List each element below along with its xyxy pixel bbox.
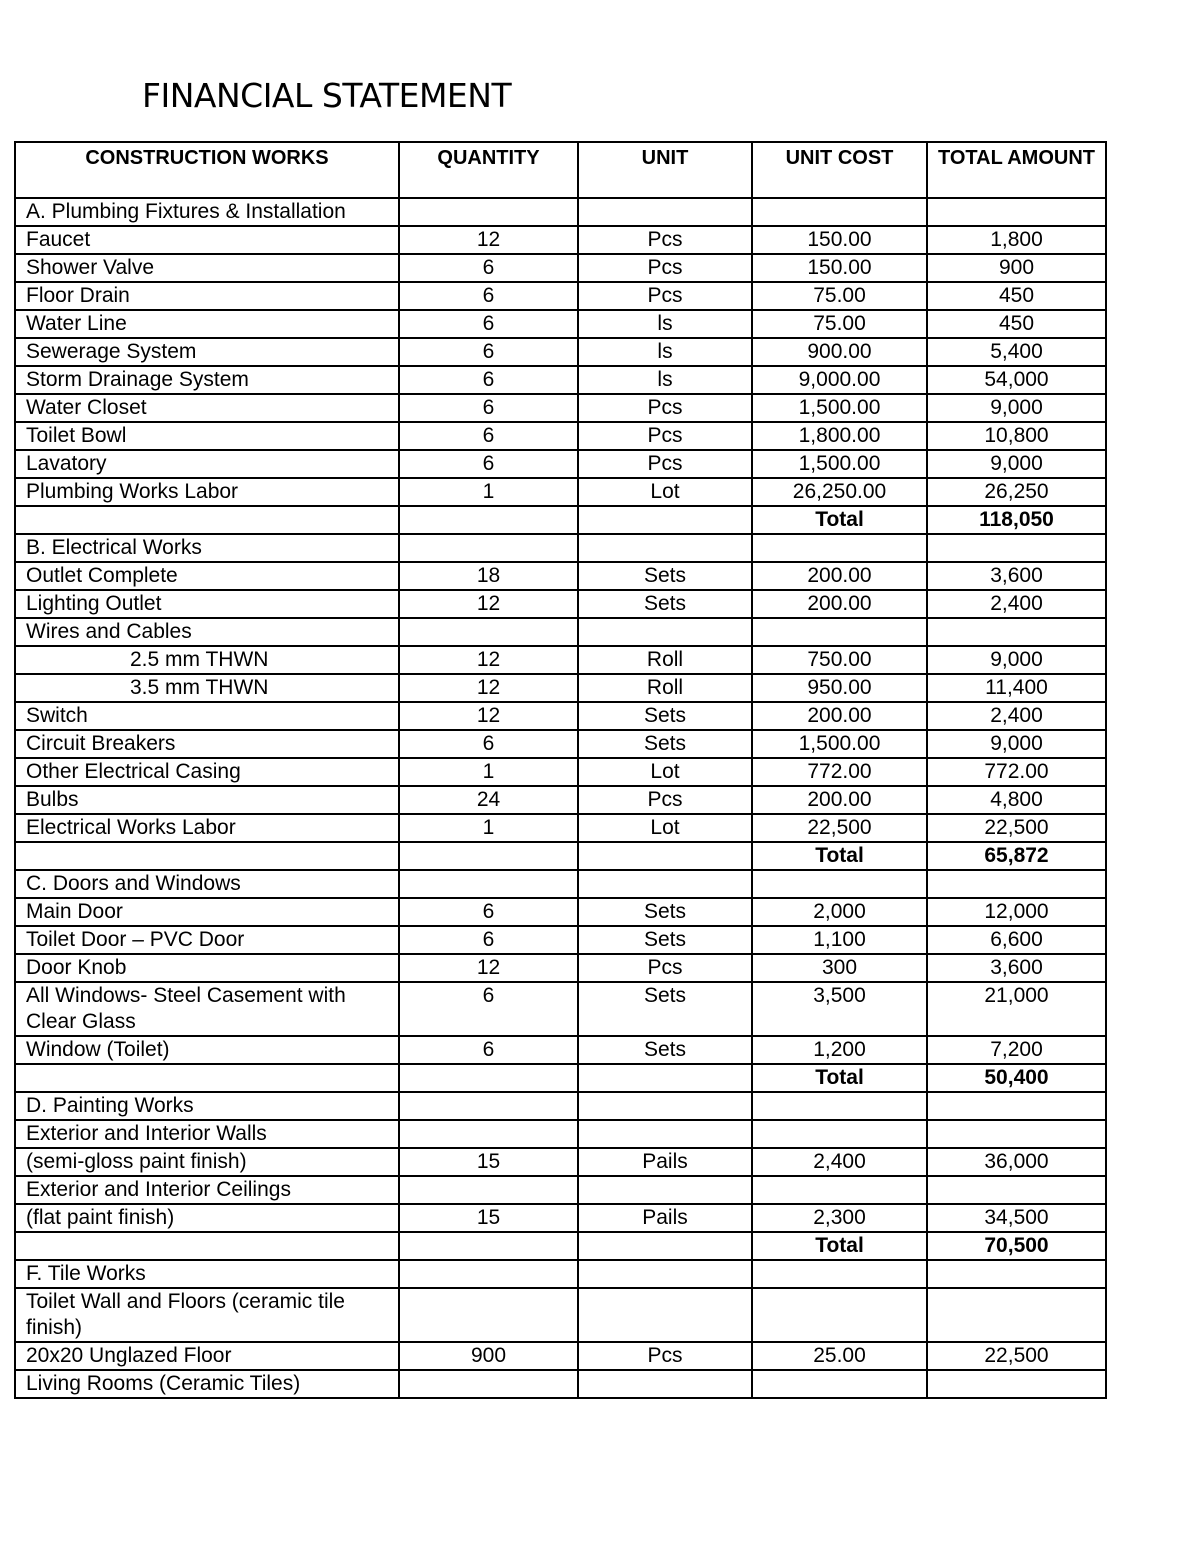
item-label: Plumbing Works Labor: [15, 478, 399, 506]
item-quantity: 15: [399, 1204, 578, 1232]
item-label: 3.5 mm THWN: [15, 674, 399, 702]
empty-cell: [927, 534, 1106, 562]
item-label: Main Door: [15, 898, 399, 926]
item-unit-cost: 200.00: [752, 786, 927, 814]
section-label: A. Plumbing Fixtures & Installation: [15, 198, 399, 226]
table-row: [15, 338, 1106, 366]
empty-cell: [399, 1288, 578, 1342]
item-unit: Sets: [578, 926, 752, 954]
table-row: [15, 1036, 1106, 1064]
item-total-amount: 2,400: [927, 590, 1106, 618]
item-quantity: 24: [399, 786, 578, 814]
section-label: Exterior and Interior Ceilings: [15, 1176, 399, 1204]
item-unit-cost: 25.00: [752, 1342, 927, 1370]
table-row: [15, 702, 1106, 730]
item-unit-cost: 22,500: [752, 814, 927, 842]
item-label: Lavatory: [15, 450, 399, 478]
item-unit: Pcs: [578, 422, 752, 450]
item-total-amount: 54,000: [927, 366, 1106, 394]
item-label: 20x20 Unglazed Floor: [15, 1342, 399, 1370]
item-quantity: 1: [399, 814, 578, 842]
total-row: [15, 1232, 1106, 1260]
item-label: Toilet Door – PVC Door: [15, 926, 399, 954]
item-label: Electrical Works Labor: [15, 814, 399, 842]
item-unit: Pcs: [578, 954, 752, 982]
item-quantity: 6: [399, 898, 578, 926]
item-quantity: 6: [399, 982, 578, 1036]
item-quantity: 12: [399, 702, 578, 730]
section-row: [15, 534, 1106, 562]
header-quantity: QUANTITY: [399, 142, 578, 198]
item-unit: ls: [578, 310, 752, 338]
item-quantity: 6: [399, 338, 578, 366]
empty-cell: [399, 198, 578, 226]
item-unit-cost: 1,500.00: [752, 730, 927, 758]
table-row: [15, 786, 1106, 814]
section-row: [15, 870, 1106, 898]
table-row: [15, 310, 1106, 338]
table-row: [15, 282, 1106, 310]
item-unit-cost: 150.00: [752, 226, 927, 254]
table-row: [15, 646, 1106, 674]
item-unit-cost: 75.00: [752, 282, 927, 310]
empty-cell: [578, 198, 752, 226]
empty-cell: [578, 506, 752, 534]
total-amount: 118,050: [927, 506, 1106, 534]
item-quantity: 15: [399, 1148, 578, 1176]
empty-cell: [578, 1260, 752, 1288]
item-total-amount: 2,400: [927, 702, 1106, 730]
table-row: [15, 730, 1106, 758]
empty-cell: [578, 1064, 752, 1092]
empty-cell: [399, 1064, 578, 1092]
item-quantity: 6: [399, 422, 578, 450]
empty-cell: [399, 870, 578, 898]
item-unit: Pcs: [578, 254, 752, 282]
table-row: [15, 954, 1106, 982]
item-quantity: 6: [399, 730, 578, 758]
item-label: 2.5 mm THWN: [15, 646, 399, 674]
total-label: Total: [752, 842, 927, 870]
item-label: Lighting Outlet: [15, 590, 399, 618]
empty-cell: [927, 870, 1106, 898]
item-unit: Sets: [578, 562, 752, 590]
item-label: Other Electrical Casing: [15, 758, 399, 786]
item-unit: Roll: [578, 646, 752, 674]
item-unit: Sets: [578, 702, 752, 730]
item-unit: Sets: [578, 898, 752, 926]
item-unit-cost: 9,000.00: [752, 366, 927, 394]
item-unit: Pails: [578, 1148, 752, 1176]
item-label: Shower Valve: [15, 254, 399, 282]
section-label: Toilet Wall and Floors (ceramic tile finish): [15, 1288, 399, 1342]
item-quantity: 6: [399, 254, 578, 282]
item-unit: Pcs: [578, 226, 752, 254]
item-unit-cost: 1,100: [752, 926, 927, 954]
empty-cell: [399, 1370, 578, 1398]
item-unit-cost: 200.00: [752, 702, 927, 730]
item-unit: Sets: [578, 590, 752, 618]
item-quantity: 6: [399, 310, 578, 338]
empty-cell: [752, 1092, 927, 1120]
item-total-amount: 12,000: [927, 898, 1106, 926]
table-row: [15, 590, 1106, 618]
item-quantity: 6: [399, 1036, 578, 1064]
item-label: All Windows- Steel Casement with Clear Glass: [15, 982, 399, 1036]
header-construction-works: CONSTRUCTION WORKS: [15, 142, 399, 198]
item-total-amount: 10,800: [927, 422, 1106, 450]
empty-cell: [578, 1370, 752, 1398]
section-row: [15, 1176, 1106, 1204]
item-label: Door Knob: [15, 954, 399, 982]
total-amount: 65,872: [927, 842, 1106, 870]
item-label: Faucet: [15, 226, 399, 254]
item-quantity: 12: [399, 646, 578, 674]
empty-cell: [578, 1232, 752, 1260]
empty-cell: [927, 1092, 1106, 1120]
section-row: [15, 1370, 1106, 1398]
total-row: [15, 842, 1106, 870]
section-label: Living Rooms (Ceramic Tiles): [15, 1370, 399, 1398]
table-row: [15, 226, 1106, 254]
item-total-amount: 22,500: [927, 814, 1106, 842]
item-unit-cost: 950.00: [752, 674, 927, 702]
item-quantity: 1: [399, 758, 578, 786]
item-total-amount: 22,500: [927, 1342, 1106, 1370]
section-label: F. Tile Works: [15, 1260, 399, 1288]
empty-cell: [578, 1176, 752, 1204]
item-quantity: 12: [399, 954, 578, 982]
empty-cell: [927, 198, 1106, 226]
document-title: FINANCIAL STATEMENT: [142, 76, 512, 115]
total-label: Total: [752, 506, 927, 534]
item-total-amount: 1,800: [927, 226, 1106, 254]
item-unit-cost: 3,500: [752, 982, 927, 1036]
financial-statement-table: [14, 141, 1107, 1399]
table-row: [15, 814, 1106, 842]
empty-cell: [399, 618, 578, 646]
total-row: [15, 506, 1106, 534]
section-row: [15, 1288, 1106, 1342]
item-unit-cost: 2,300: [752, 1204, 927, 1232]
item-quantity: 12: [399, 674, 578, 702]
total-label: Total: [752, 1064, 927, 1092]
table-row: [15, 758, 1106, 786]
item-total-amount: 5,400: [927, 338, 1106, 366]
item-label: (semi-gloss paint finish): [15, 1148, 399, 1176]
item-unit-cost: 772.00: [752, 758, 927, 786]
empty-cell: [752, 198, 927, 226]
item-unit: Pcs: [578, 394, 752, 422]
empty-cell: [927, 1120, 1106, 1148]
item-unit-cost: 1,200: [752, 1036, 927, 1064]
empty-cell: [927, 1176, 1106, 1204]
item-total-amount: 6,600: [927, 926, 1106, 954]
empty-cell: [578, 1092, 752, 1120]
section-row: [15, 198, 1106, 226]
empty-cell: [15, 842, 399, 870]
item-label: Storm Drainage System: [15, 366, 399, 394]
table-header-row: [15, 142, 1106, 198]
item-unit: Lot: [578, 758, 752, 786]
item-label: Switch: [15, 702, 399, 730]
empty-cell: [752, 1370, 927, 1398]
item-label: Bulbs: [15, 786, 399, 814]
total-label: Total: [752, 1232, 927, 1260]
item-unit-cost: 900.00: [752, 338, 927, 366]
item-label: Water Line: [15, 310, 399, 338]
empty-cell: [399, 1176, 578, 1204]
item-label: Toilet Bowl: [15, 422, 399, 450]
empty-cell: [752, 618, 927, 646]
empty-cell: [752, 870, 927, 898]
item-quantity: 6: [399, 450, 578, 478]
table-row: [15, 450, 1106, 478]
item-total-amount: 7,200: [927, 1036, 1106, 1064]
header-total-amount: TOTAL AMOUNT: [927, 142, 1106, 198]
empty-cell: [399, 1120, 578, 1148]
item-total-amount: 9,000: [927, 450, 1106, 478]
item-quantity: 6: [399, 926, 578, 954]
total-amount: 70,500: [927, 1232, 1106, 1260]
item-total-amount: 772.00: [927, 758, 1106, 786]
item-total-amount: 36,000: [927, 1148, 1106, 1176]
item-unit: Lot: [578, 814, 752, 842]
section-row: [15, 1120, 1106, 1148]
item-total-amount: 450: [927, 310, 1106, 338]
empty-cell: [399, 842, 578, 870]
item-unit-cost: 200.00: [752, 590, 927, 618]
section-label: Exterior and Interior Walls: [15, 1120, 399, 1148]
item-label: (flat paint finish): [15, 1204, 399, 1232]
item-quantity: 12: [399, 590, 578, 618]
item-unit: Sets: [578, 1036, 752, 1064]
header-unit-cost: UNIT COST: [752, 142, 927, 198]
item-unit-cost: 300: [752, 954, 927, 982]
item-unit-cost: 1,500.00: [752, 394, 927, 422]
item-total-amount: 450: [927, 282, 1106, 310]
empty-cell: [578, 870, 752, 898]
item-total-amount: 9,000: [927, 730, 1106, 758]
empty-cell: [15, 506, 399, 534]
table-row: [15, 1342, 1106, 1370]
section-row: [15, 1092, 1106, 1120]
item-unit: ls: [578, 366, 752, 394]
table-row: [15, 1204, 1106, 1232]
total-amount: 50,400: [927, 1064, 1106, 1092]
item-total-amount: 11,400: [927, 674, 1106, 702]
empty-cell: [927, 1288, 1106, 1342]
item-label: Water Closet: [15, 394, 399, 422]
empty-cell: [15, 1232, 399, 1260]
empty-cell: [927, 618, 1106, 646]
empty-cell: [578, 618, 752, 646]
item-unit: Pcs: [578, 1342, 752, 1370]
empty-cell: [578, 534, 752, 562]
empty-cell: [752, 1176, 927, 1204]
section-label: Wires and Cables: [15, 618, 399, 646]
item-quantity: 6: [399, 282, 578, 310]
section-row: [15, 618, 1106, 646]
item-unit: Lot: [578, 478, 752, 506]
item-unit-cost: 1,500.00: [752, 450, 927, 478]
item-quantity: 1: [399, 478, 578, 506]
table-row: [15, 422, 1106, 450]
table-row: [15, 1148, 1106, 1176]
item-unit: Pcs: [578, 450, 752, 478]
empty-cell: [927, 1260, 1106, 1288]
item-quantity: 6: [399, 394, 578, 422]
table-row: [15, 254, 1106, 282]
item-unit-cost: 26,250.00: [752, 478, 927, 506]
item-unit-cost: 75.00: [752, 310, 927, 338]
item-total-amount: 9,000: [927, 394, 1106, 422]
table-row: [15, 674, 1106, 702]
total-row: [15, 1064, 1106, 1092]
item-unit: Pails: [578, 1204, 752, 1232]
item-unit-cost: 200.00: [752, 562, 927, 590]
section-row: [15, 1260, 1106, 1288]
section-label: D. Painting Works: [15, 1092, 399, 1120]
item-unit-cost: 150.00: [752, 254, 927, 282]
item-unit-cost: 2,000: [752, 898, 927, 926]
item-label: Window (Toilet): [15, 1036, 399, 1064]
table-row: [15, 898, 1106, 926]
item-label: Sewerage System: [15, 338, 399, 366]
table-row: [15, 926, 1106, 954]
empty-cell: [399, 534, 578, 562]
item-unit: Sets: [578, 982, 752, 1036]
empty-cell: [578, 1120, 752, 1148]
item-unit-cost: 2,400: [752, 1148, 927, 1176]
empty-cell: [399, 1260, 578, 1288]
table-row: [15, 366, 1106, 394]
item-total-amount: 26,250: [927, 478, 1106, 506]
item-total-amount: 21,000: [927, 982, 1106, 1036]
item-unit-cost: 750.00: [752, 646, 927, 674]
table-row: [15, 562, 1106, 590]
item-total-amount: 3,600: [927, 954, 1106, 982]
empty-cell: [399, 1092, 578, 1120]
item-label: Floor Drain: [15, 282, 399, 310]
item-total-amount: 9,000: [927, 646, 1106, 674]
table-row: [15, 982, 1106, 1036]
item-unit: Roll: [578, 674, 752, 702]
empty-cell: [399, 1232, 578, 1260]
table-row: [15, 478, 1106, 506]
item-label: Circuit Breakers: [15, 730, 399, 758]
item-unit: Sets: [578, 730, 752, 758]
empty-cell: [927, 1370, 1106, 1398]
item-total-amount: 3,600: [927, 562, 1106, 590]
item-quantity: 6: [399, 366, 578, 394]
item-unit: ls: [578, 338, 752, 366]
item-total-amount: 900: [927, 254, 1106, 282]
empty-cell: [752, 534, 927, 562]
item-quantity: 12: [399, 226, 578, 254]
item-total-amount: 4,800: [927, 786, 1106, 814]
empty-cell: [752, 1288, 927, 1342]
empty-cell: [752, 1260, 927, 1288]
table-row: [15, 394, 1106, 422]
item-unit-cost: 1,800.00: [752, 422, 927, 450]
empty-cell: [15, 1064, 399, 1092]
empty-cell: [578, 1288, 752, 1342]
table-body: [15, 198, 1106, 1398]
empty-cell: [399, 506, 578, 534]
item-label: Outlet Complete: [15, 562, 399, 590]
empty-cell: [578, 842, 752, 870]
item-unit: Pcs: [578, 786, 752, 814]
item-unit: Pcs: [578, 282, 752, 310]
section-label: B. Electrical Works: [15, 534, 399, 562]
item-total-amount: 34,500: [927, 1204, 1106, 1232]
item-quantity: 18: [399, 562, 578, 590]
header-unit: UNIT: [578, 142, 752, 198]
empty-cell: [752, 1120, 927, 1148]
item-quantity: 900: [399, 1342, 578, 1370]
section-label: C. Doors and Windows: [15, 870, 399, 898]
